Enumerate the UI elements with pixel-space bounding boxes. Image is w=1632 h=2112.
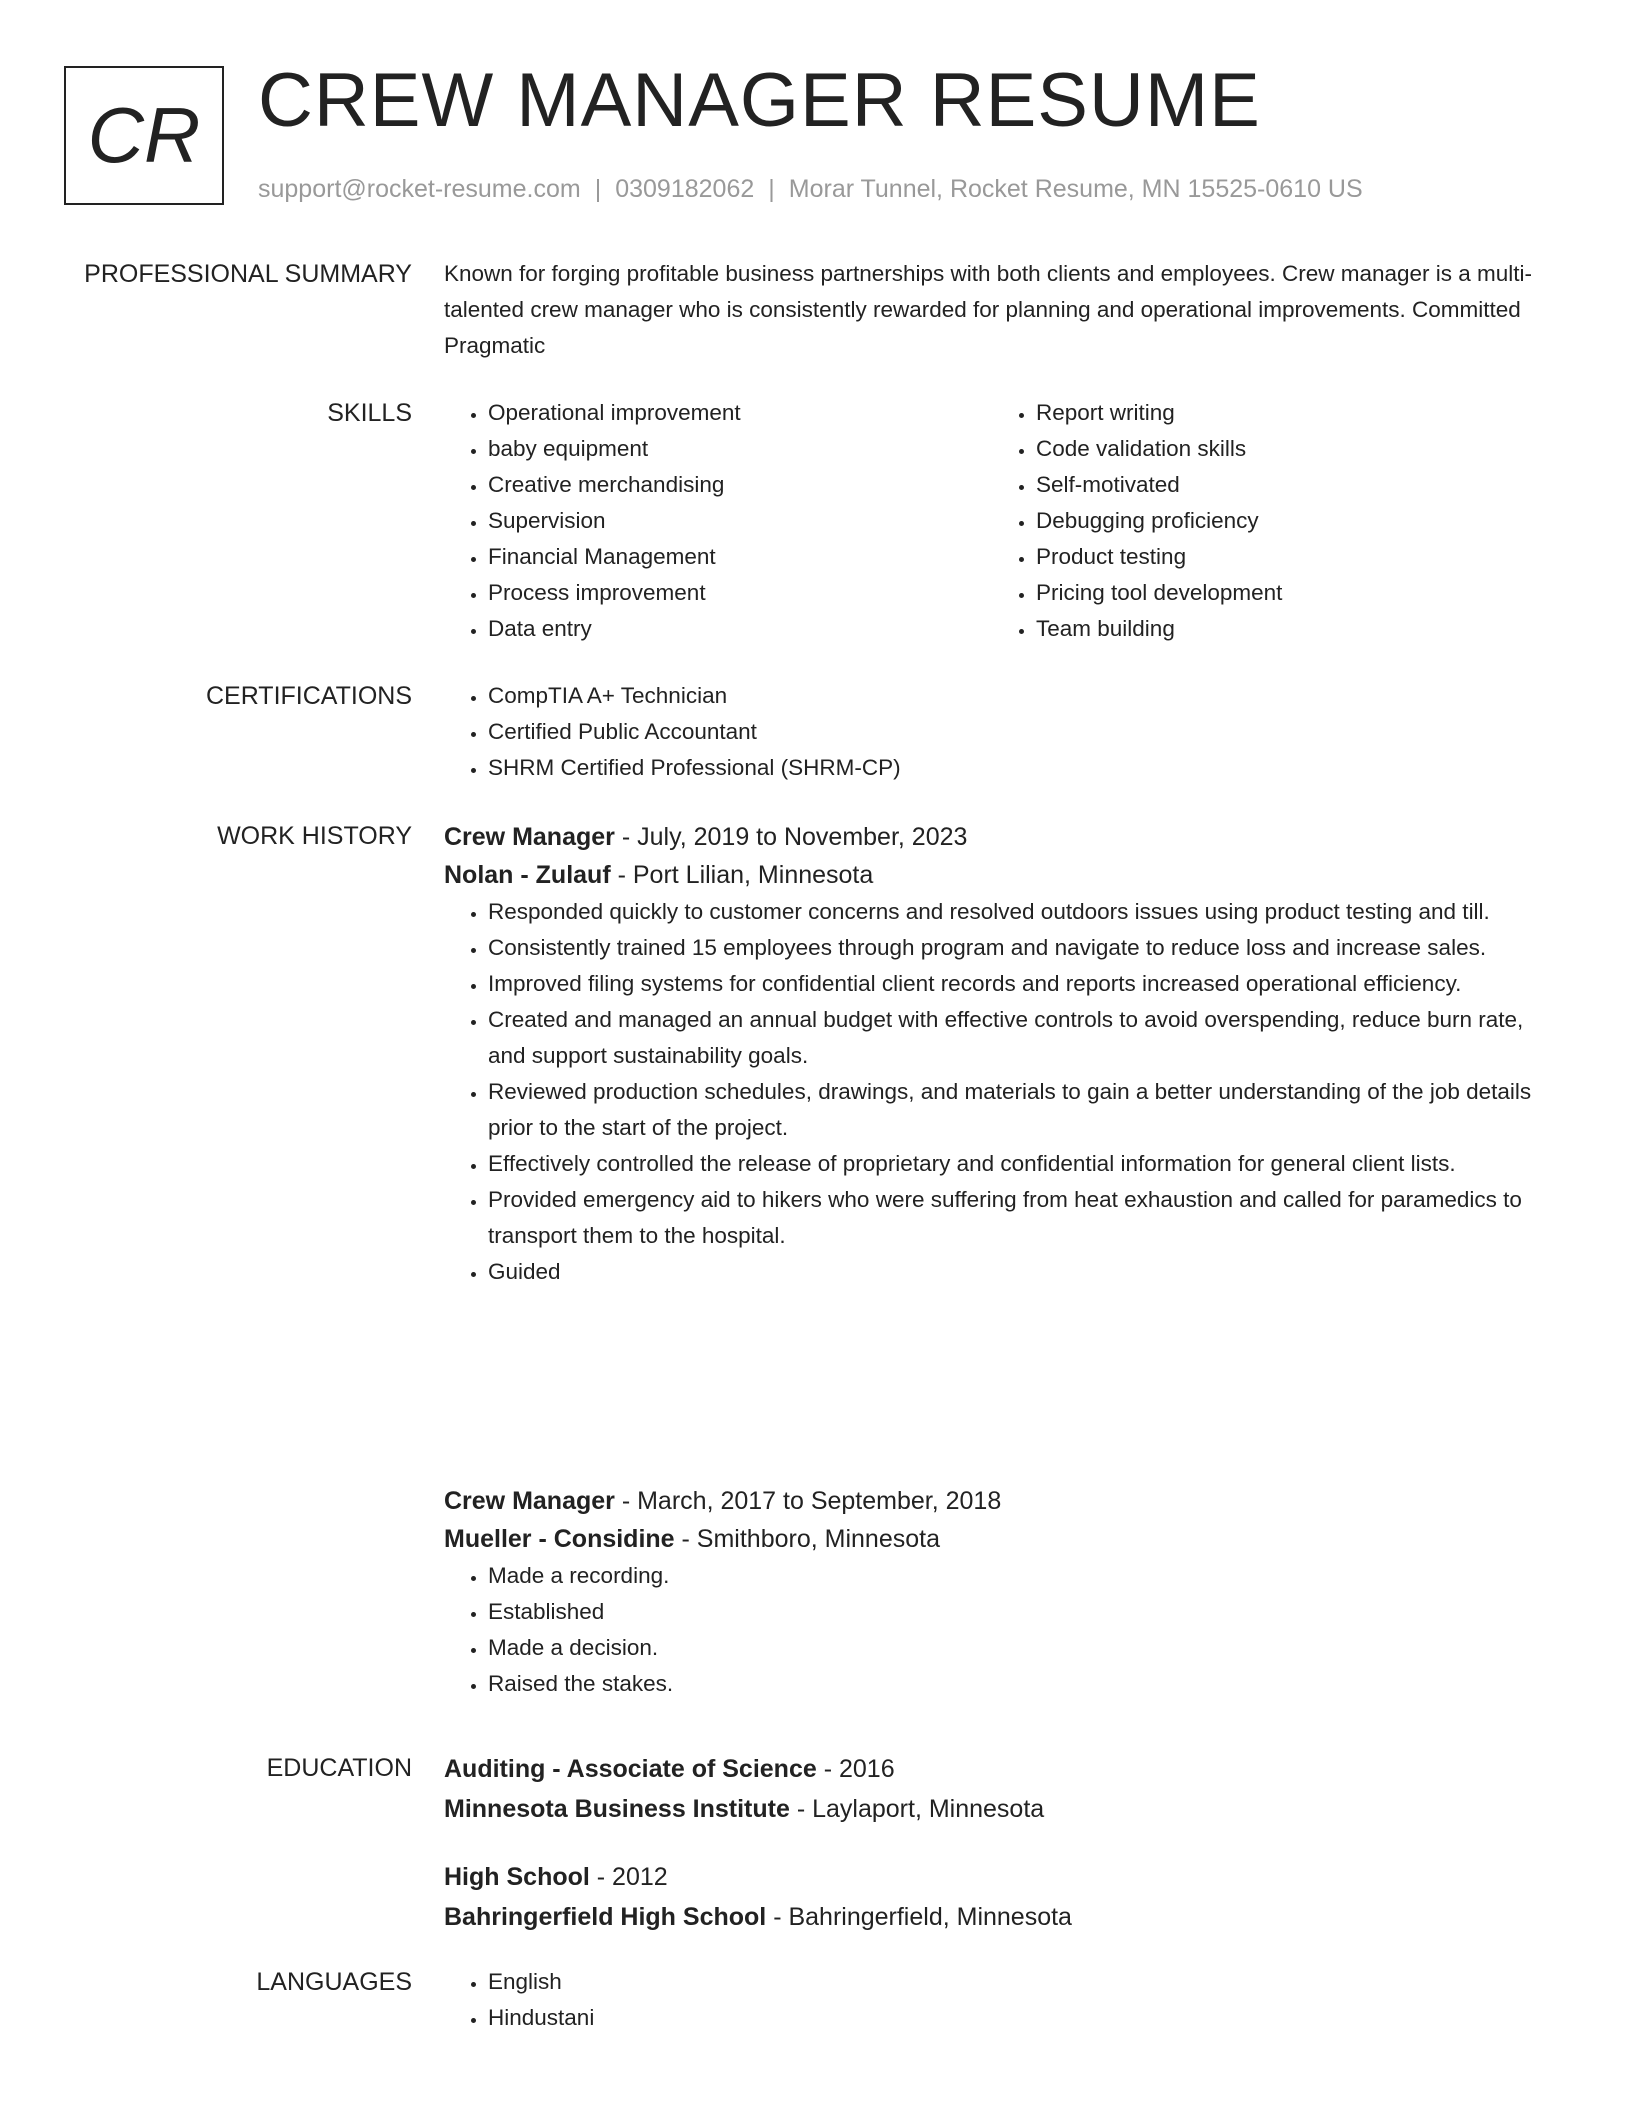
job-bullet: • Reviewed production schedules, drawings, and materials to gain a better understanding of the job details prior to the start of the project.	[488, 1074, 1564, 1146]
skill-item: • Code validation skills	[1036, 431, 1540, 467]
job-company-line	[444, 1520, 1564, 1558]
job-title: Crew Manager	[444, 1487, 615, 1515]
job-bullet: • Made a recording.	[488, 1558, 1564, 1594]
skill-item: • Self-motivated	[1036, 467, 1540, 503]
job-company: Nolan - Zulauf	[444, 861, 611, 889]
education-school-line	[444, 1898, 1564, 1936]
skill-item: • Supervision	[488, 503, 992, 539]
certifications-list	[444, 678, 1564, 786]
resume-title: CREW MANAGER RESUME	[258, 58, 1261, 143]
education-school-line	[444, 1790, 1564, 1828]
education-degree-line	[444, 1858, 1564, 1896]
skill-item: • Data entry	[488, 611, 992, 647]
education-degree: High School	[444, 1863, 590, 1891]
education-year: - 2012	[589, 1863, 668, 1891]
skill-item: • Report writing	[1036, 395, 1540, 431]
contact-address: Morar Tunnel, Rocket Resume, MN 15525-0610 US	[788, 175, 1363, 203]
education-entry	[444, 1750, 1564, 1828]
certification-item: • Certified Public Accountant	[488, 714, 1564, 750]
languages-list	[444, 1964, 1564, 2036]
language-item: • Hindustani	[488, 2000, 1564, 2036]
job-dates: - July, 2019 to November, 2023	[614, 823, 968, 851]
job-title: Crew Manager	[444, 823, 615, 851]
summary-text: Known for forging profitable business partnerships with both clients and employees. Crew manager is a multi-talented crew manager who is consistently rewarded for planning and operational improvements. Committed Pragmatic	[444, 261, 1533, 358]
job-bullet: • Raised the stakes.	[488, 1666, 1564, 1702]
contact-separator: |	[594, 175, 602, 203]
job-entry	[444, 818, 1564, 1290]
job-bullet: • Responded quickly to customer concerns and resolved outdoors issues using product testing and till.	[488, 894, 1564, 930]
job-bullet: • Improved filing systems for confidential client records and reports increased operational efficiency.	[488, 966, 1564, 1002]
certification-item: • CompTIA A+ Technician	[488, 678, 1564, 714]
job-company-line	[444, 856, 1564, 894]
certification-item: • SHRM Certified Professional (SHRM-CP)	[488, 750, 1564, 786]
skill-item: • Process improvement	[488, 575, 992, 611]
job-dates: - March, 2017 to September, 2018	[614, 1487, 1002, 1515]
skill-item: • Operational improvement	[488, 395, 992, 431]
job-location: - Port Lilian, Minnesota	[610, 861, 874, 889]
job-bullet: • Consistently trained 15 employees through program and navigate to reduce loss and increase sales.	[488, 930, 1564, 966]
job-company: Mueller - Considine	[444, 1525, 675, 1553]
summary-heading: PROFESSIONAL SUMMARY	[84, 260, 412, 288]
education-location: - Laylaport, Minnesota	[789, 1795, 1045, 1823]
contact-phone: 0309182062	[615, 175, 755, 203]
language-item: • English	[488, 1964, 1564, 2000]
education-school: Minnesota Business Institute	[444, 1795, 790, 1823]
languages-heading: LANGUAGES	[256, 1968, 412, 1996]
job-entry	[444, 1482, 1564, 1702]
job-title-line	[444, 1482, 1564, 1520]
education-degree: Auditing - Associate of Science	[444, 1755, 817, 1783]
job-bullet: • Created and managed an annual budget with effective controls to avoid overspending, reduce burn rate, and support sustainability goals.	[488, 1002, 1564, 1074]
education-location: - Bahringerfield, Minnesota	[766, 1903, 1072, 1931]
job-bullet: • Established	[488, 1594, 1564, 1630]
contact-separator: |	[768, 175, 775, 203]
education-entry	[444, 1858, 1564, 1936]
monogram-logo: CR	[64, 66, 224, 205]
job-bullet: • Effectively controlled the release of proprietary and confidential information for general client lists.	[488, 1146, 1564, 1182]
contact-line	[258, 174, 1363, 204]
skills-list-left	[444, 395, 992, 647]
skills-list-right	[992, 395, 1540, 647]
education-school: Bahringerfield High School	[444, 1903, 767, 1931]
skill-item: • Pricing tool development	[1036, 575, 1540, 611]
skill-item: • Financial Management	[488, 539, 992, 575]
job-title-line	[444, 818, 1564, 856]
skill-item: • Creative merchandising	[488, 467, 992, 503]
job-bullets	[444, 1558, 1564, 1702]
job-location: - Smithboro, Minnesota	[674, 1525, 940, 1553]
job-bullets	[444, 894, 1564, 1290]
skill-item: • baby equipment	[488, 431, 992, 467]
skill-item: • Debugging proficiency	[1036, 503, 1540, 539]
certifications-heading: CERTIFICATIONS	[205, 682, 412, 710]
skill-item: • Product testing	[1036, 539, 1540, 575]
skills-heading: SKILLS	[327, 399, 412, 427]
contact-email: support@rocket-resume.com	[258, 175, 581, 203]
work-history-heading: WORK HISTORY	[217, 822, 412, 850]
education-heading: EDUCATION	[266, 1754, 412, 1782]
job-bullet: • Guided	[488, 1254, 1564, 1290]
education-degree-line	[444, 1750, 1564, 1788]
job-bullet: • Made a decision.	[488, 1630, 1564, 1666]
education-year: - 2016	[816, 1755, 895, 1783]
job-bullet: • Provided emergency aid to hikers who were suffering from heat exhaustion and called for paramedics to transport them to the hospital.	[488, 1182, 1564, 1254]
skill-item: • Team building	[1036, 611, 1540, 647]
